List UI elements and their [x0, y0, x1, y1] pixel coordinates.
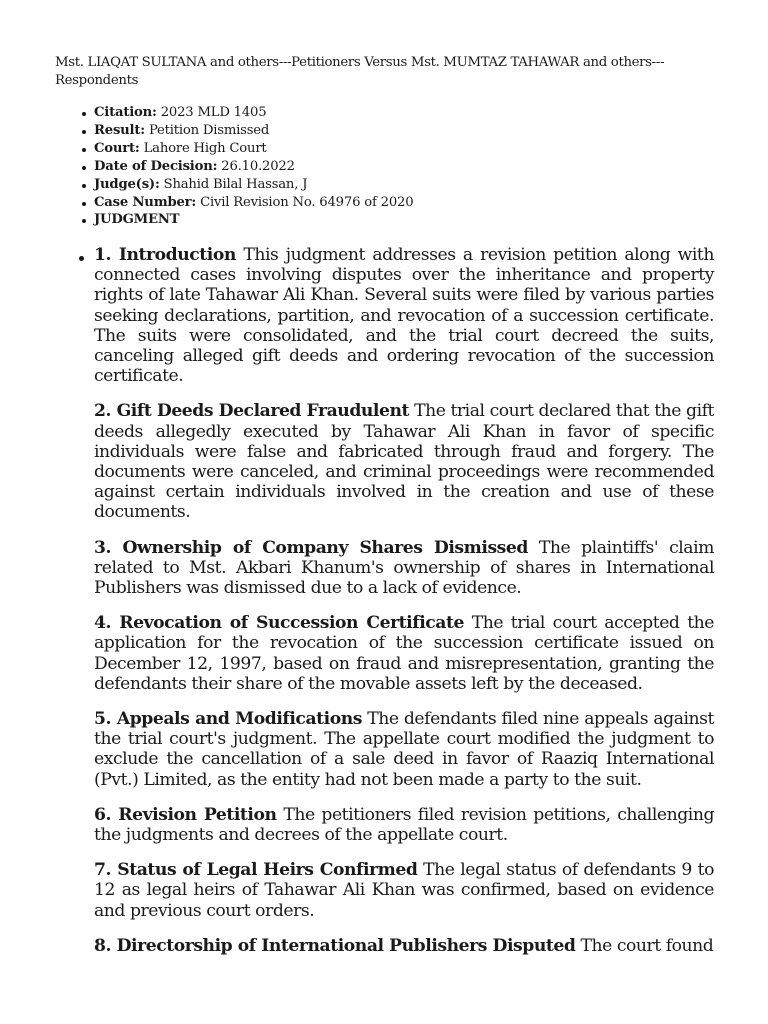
section-text: The plaintiffs' claim related to Mst. Akbari Khanum's ownership of shares in International Publishers was dismissed due to a lack of evidence.: [94, 537, 714, 599]
section-heading: 4. Revocation of Succession Certificate: [94, 613, 464, 634]
section-text: The trial court declared that the gift deeds allegedly executed by Tahawar Ali Khan in favor of specific individuals were false and fabricated through fraud and forgery. The documents were canceled, and criminal proceedings were recommended against certain individuals involved in the creation and use of these documents.: [94, 401, 714, 523]
section-text: The trial court accepted the application for the revocation of the succession certificate issued on December 12, 1997, based on fraud and misrepresentation, granting the defendants their share of the movable assets left by the deceased.: [94, 613, 715, 694]
metadata-item-citation: [94, 104, 413, 122]
metadata-label: Citation:: [94, 105, 157, 120]
metadata-value: Lahore High Court: [143, 140, 267, 156]
metadata-value: 2023 MLD 1405: [160, 105, 267, 120]
metadata-label: Court:: [94, 140, 140, 156]
section-directorship: [94, 936, 714, 956]
section-appeals: [94, 709, 714, 790]
judgment-section-list-item: [94, 245, 714, 956]
section-heading: 6. Revision Petition: [94, 804, 277, 825]
section-introduction: [94, 245, 714, 386]
section-heading: 3. Ownership of Company Shares Dismissed: [94, 537, 528, 558]
section-text: This judgment addresses a revision petition along with connected cases involving disputes over the inheritance and property rights of late Tahawar Ali Khan. Several suits were filed by various parties seeking declarations, partition, and revocation of a succession certificate. The suits were consolidated, and the trial court decreed the suits, canceling alleged gift deeds and ordering revocation of the succession certificate.: [94, 245, 714, 387]
section-revision-petition: [94, 805, 714, 845]
section-text: The defendants filed nine appeals against the trial court's judgment. The appellate court modified the judgment to exclude the cancellation of a sale deed in favor of Raaziq International (Pvt.) Limited, as the entity had not been made a party to the suit.: [94, 709, 714, 790]
metadata-label: Date of Decision:: [94, 158, 218, 174]
metadata-item-court: [94, 140, 413, 158]
section-legal-heirs: [94, 860, 714, 921]
metadata-item-judges: [94, 176, 413, 194]
metadata-value: Petition Dismissed: [148, 122, 270, 138]
metadata-value: Shahid Bilal Hassan, J: [163, 176, 308, 192]
metadata-item-result: [94, 122, 413, 140]
metadata-label: Judge(s):: [94, 176, 160, 192]
metadata-label: Case Number:: [94, 194, 197, 210]
judgment-sections: [94, 245, 714, 971]
metadata-item-date-of-decision: [94, 158, 413, 176]
case-title: Mst. LIAQAT SULTANA and others---Petitioners Versus Mst. MUMTAZ TAHAWAR and others---Respondents: [55, 55, 665, 88]
section-text: The court found: [580, 935, 714, 956]
bullet-icon: [79, 256, 84, 261]
metadata-value: 26.10.2022: [221, 158, 295, 174]
metadata-label: Result:: [94, 122, 145, 138]
section-heading: 2. Gift Deeds Declared Fraudulent: [94, 401, 410, 422]
section-heading: 5. Appeals and Modifications: [94, 709, 362, 730]
metadata-label: JUDGMENT: [94, 212, 180, 228]
section-heading: 7. Status of Legal Heirs Confirmed: [94, 860, 418, 881]
section-company-shares: [94, 538, 714, 599]
section-gift-deeds: [94, 401, 714, 522]
metadata-item-judgment: [94, 211, 413, 229]
section-succession-certificate: [94, 613, 714, 694]
section-heading: 8. Directorship of International Publishers Disputed: [94, 935, 576, 956]
section-text: The legal status of defendants 9 to 12 as legal heirs of Tahawar Ali Khan was confirmed, based on evidence and previous court orders.: [94, 860, 714, 921]
metadata-value: Civil Revision No. 64976 of 2020: [200, 194, 414, 210]
metadata-item-case-number: [94, 194, 413, 212]
section-heading: 1. Introduction: [94, 245, 236, 265]
case-metadata-list: [55, 104, 413, 229]
section-text: The petitioners filed revision petitions, challenging the judgments and decrees of the appellate court.: [94, 804, 715, 846]
